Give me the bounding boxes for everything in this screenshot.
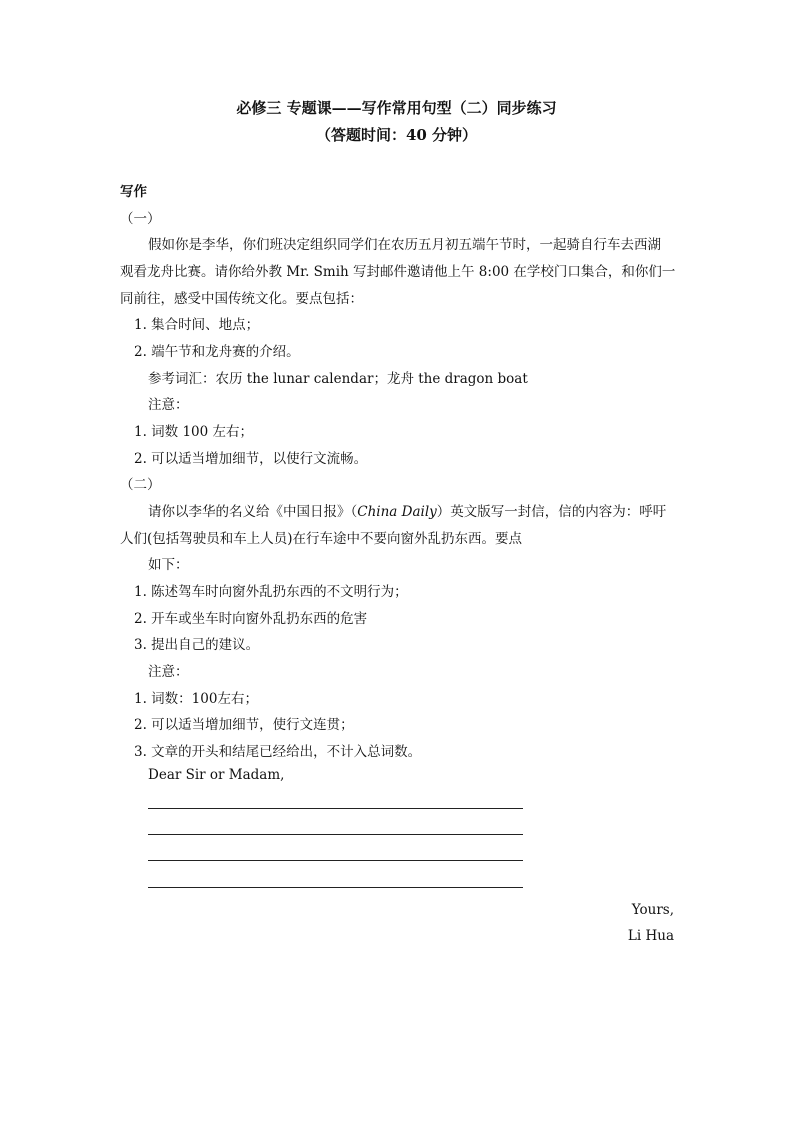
- part1-point-1: 1. 集合时间、地点；: [134, 317, 260, 333]
- part2-paragraph-line2: 人们(包括驾驶员和车上人员)在行车途中不要向窗外乱扔东西。要点: [120, 531, 523, 547]
- part2-note-3: 3. 文章的开头和结尾已经给出，不计入总词数。: [134, 744, 422, 760]
- part1-notes-label: 注意：: [148, 397, 189, 413]
- letter-salutation: Dear Sir or Madam,: [148, 767, 285, 783]
- part2-note-2: 2. 可以适当增加细节，使行文连贯；: [134, 717, 354, 733]
- part2-point-2: 2. 开车或坐车时向窗外乱扔东西的危害: [134, 611, 368, 627]
- part2-paragraph-line1-a: 请你以李华的名义给《中国日报》（: [148, 504, 358, 520]
- letter-signature: Li Hua: [627, 928, 674, 944]
- part1-note-2: 2. 可以适当增加细节，以使行文流畅。: [134, 451, 368, 467]
- answer-line: [148, 834, 523, 835]
- part2-label: （二）: [120, 477, 161, 493]
- part1-note-1: 1. 词数 100 左右；: [134, 424, 254, 440]
- part1-label: （一）: [120, 211, 161, 227]
- letter-closing: Yours,: [631, 902, 674, 918]
- page-title: 必修三 专题课——写作常用句型（二）同步练习: [236, 99, 557, 117]
- part1-vocabulary: 参考词汇：农历 the lunar calendar；龙舟 the dragon boat: [148, 371, 528, 387]
- part1-paragraph-line3: 同前往，感受中国传统文化。要点包括：: [120, 291, 363, 307]
- part2-point-1: 1. 陈述驾车时向窗外乱扔东西的不文明行为；: [134, 584, 408, 600]
- part2-notes-label: 注意：: [148, 664, 189, 680]
- answer-line: [148, 887, 523, 888]
- part2-paragraph-line3: 如下：: [148, 557, 189, 573]
- part1-paragraph-line1: 假如你是李华，你们班决定组织同学们在农历五月初五端午节时，一起骑自行车去西湖: [148, 237, 661, 253]
- part2-paragraph-line1-b: ）英文版写一封信，信的内容为：呼吁: [436, 504, 667, 520]
- answer-line: [148, 808, 523, 809]
- answer-line: [148, 860, 523, 861]
- answer-time: （答题时间：40 分钟）: [315, 126, 478, 144]
- section-heading: 写作: [120, 184, 147, 200]
- part1-paragraph-line2: 观看龙舟比赛。请你给外教 Mr. Smih 写封邮件邀请他上午 8:00 在学校门口集合，和你们一: [120, 264, 676, 280]
- newspaper-name: China Daily: [357, 504, 437, 520]
- part2-note-1: 1. 词数：100左右；: [134, 691, 258, 707]
- part2-paragraph-line1: [148, 500, 666, 520]
- part2-point-3: 3. 提出自己的建议。: [134, 637, 260, 653]
- part1-point-2: 2. 端午节和龙舟赛的介绍。: [134, 344, 300, 360]
